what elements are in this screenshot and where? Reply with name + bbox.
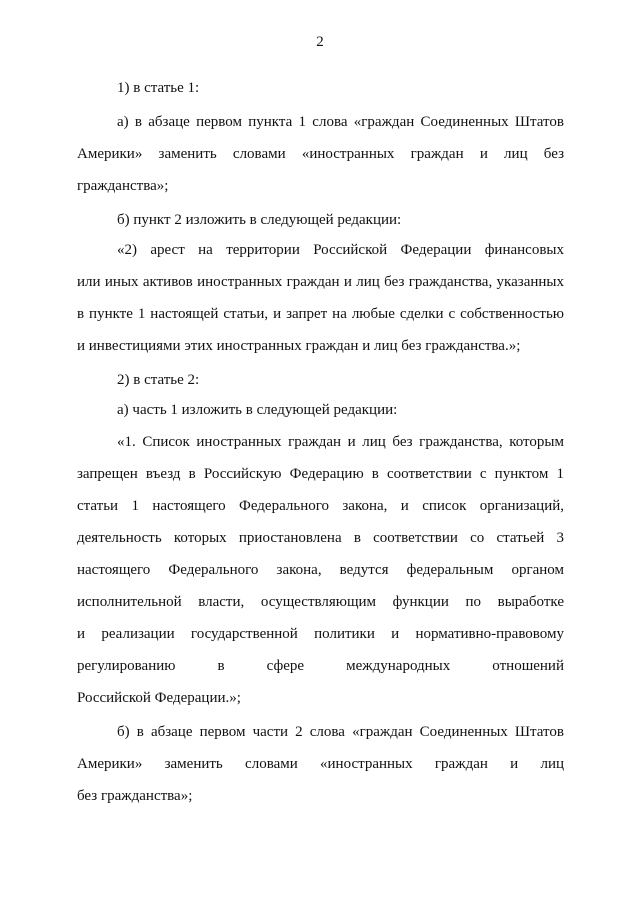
- text-line: настоящего Федерального закона, ведутся федеральным органом: [77, 562, 564, 578]
- text-line: регулированию в сфере международных отношений: [77, 658, 564, 674]
- text-line: Российской Федерации.»;: [77, 690, 241, 706]
- text-line: б) в абзаце первом части 2 слова «граждан Соединенных Штатов: [117, 724, 564, 740]
- text-line: исполнительной власти, осуществляющим функции по выработке: [77, 594, 564, 610]
- page-number: 2: [316, 34, 324, 50]
- text-line: и инвестициями этих иностранных граждан и лиц без гражданства.»;: [77, 338, 521, 354]
- text-line: б) пункт 2 изложить в следующей редакции:: [117, 212, 402, 228]
- text-line: «1. Список иностранных граждан и лиц без гражданства, которым: [117, 434, 564, 450]
- text-line: 2) в статье 2:: [117, 372, 200, 388]
- text-line: статьи 1 настоящего Федерального закона, и список организаций,: [77, 498, 564, 514]
- text-line: «2) арест на территории Российской Федерации финансовых: [117, 242, 564, 258]
- text-line: или иных активов иностранных граждан и лиц без гражданства, указанных: [77, 274, 564, 290]
- text-line: 1) в статье 1:: [117, 80, 200, 96]
- text-line: запрещен въезд в Российскую Федерацию в соответствии с пунктом 1: [77, 466, 564, 482]
- text-line: Америки» заменить словами «иностранных граждан и лиц без: [77, 146, 564, 162]
- text-line: в пункте 1 настоящей статьи, и запрет на любые сделки с собственностью: [77, 306, 564, 322]
- text-line: а) часть 1 изложить в следующей редакции:: [117, 402, 398, 418]
- text-line: гражданства»;: [77, 178, 169, 194]
- text-line: и реализации государственной политики и нормативно-правовому: [77, 626, 564, 642]
- text-line: без гражданства»;: [77, 788, 193, 804]
- text-line: а) в абзаце первом пункта 1 слова «граждан Соединенных Штатов: [117, 114, 564, 130]
- text-line: деятельность которых приостановлена в соответствии со статьей 3: [77, 530, 564, 546]
- text-line: Америки» заменить словами «иностранных граждан и лиц: [77, 756, 564, 772]
